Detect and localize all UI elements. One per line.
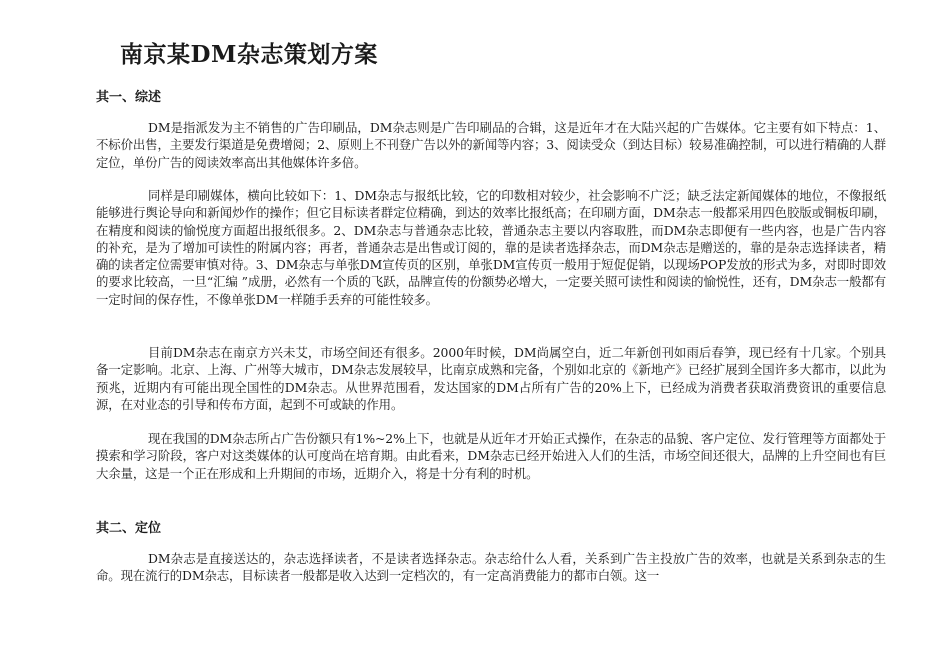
paragraph: DM是指派发为主不销售的广告印刷品，DM杂志则是广告印刷品的合辑，这是近年才在大陆兴起的广告媒体。它主要有如下特点：1、不标价出售，主要发行渠道是免费增阅；2、原则上不刊登广告以外的新闻等内容；3、阅读受众（到达目标）较易准确控制，可以进行精确的人群定位，单份广告的阅读效率高出其他媒体许多倍。 [96, 120, 886, 170]
section-heading-overview: 其一、综述 [96, 90, 162, 105]
section-heading-positioning: 其二、定位 [96, 521, 162, 536]
paragraph: 目前DM杂志在南京方兴未艾，市场空间还有很多。2000年时候，DM尚属空白，近二年新创刊如雨后春笋，现已经有十几家。个别具备一定影响。北京、上海、广州等大城市，DM杂志发展较早，比南京成熟和完备，个别如北京的《新地产》已经扩展到全国许多大都市，以此为预兆，近期内有可能出现全国性的DM杂志。从世界范围看，发达国家的DM占所有广告的20%上下，已经成为消费者获取消费资讯的重要信息源，在对业态的引导和传布方面，起到不可或缺的作用。 [96, 345, 886, 412]
paragraph: 现在我国的DM杂志所占广告份额只有1%~2%上下，也就是从近年才开始正式操作，在杂志的品貌、客户定位、发行管理等方面都处于摸索和学习阶段，客户对这类媒体的认可度尚在培育期。由此看来，DM杂志已经开始进入人们的生活，市场空间还很大，品牌的上升空间也有巨大余量，这是一个正在形成和上升期间的市场，近期介入，将是十分有利的时机。 [96, 431, 886, 481]
paragraph: DM杂志是直接送达的，杂志选择读者，不是读者选择杂志。杂志给什么人看，关系到广告主投放广告的效率，也就是关系到杂志的生命。现在流行的DM杂志，目标读者一般都是收入达到一定档次的，有一定高消费能力的都市白领。这一 [96, 551, 886, 584]
document-title: 南京某DM杂志策划方案 [120, 41, 378, 68]
paragraph: 同样是印刷媒体，横向比较如下：1、DM杂志与报纸比较，它的印数相对较少，社会影响不广泛；缺乏法定新闻媒体的地位，不像报纸能够进行舆论导向和新闻炒作的操作；但它目标读者群定位精确，到达的效率比报纸高；在印刷方面，DM杂志一般都采用四色胶版或铜板印刷，在精度和阅读的愉悦度方面超出报纸很多。2、DM杂志与普通杂志比较，普通杂志主要以内容取胜，而DM杂志即便有一些内容，也是广告内容的补充，是为了增加可读性的附属内容；再者，普通杂志是出售或订阅的，靠的是读者选择杂志，而DM杂志是赠送的，靠的是杂志选择读者，精确的读者定位需要审慎对待。3、DM杂志与单张DM宣传页的区别，单张DM宣传页一般用于短促促销，以现场POP发放的形式为多，对即时即效的要求比较高，一旦“汇编 ”成册，必然有一个质的飞跃，品牌宣传的份额势必增大，一定要关照可读性和阅读的愉悦性，还有，DM杂志一般都有一定时间的保存性，不像单张DM一样随手丢弃的可能性较多。 [96, 188, 886, 307]
